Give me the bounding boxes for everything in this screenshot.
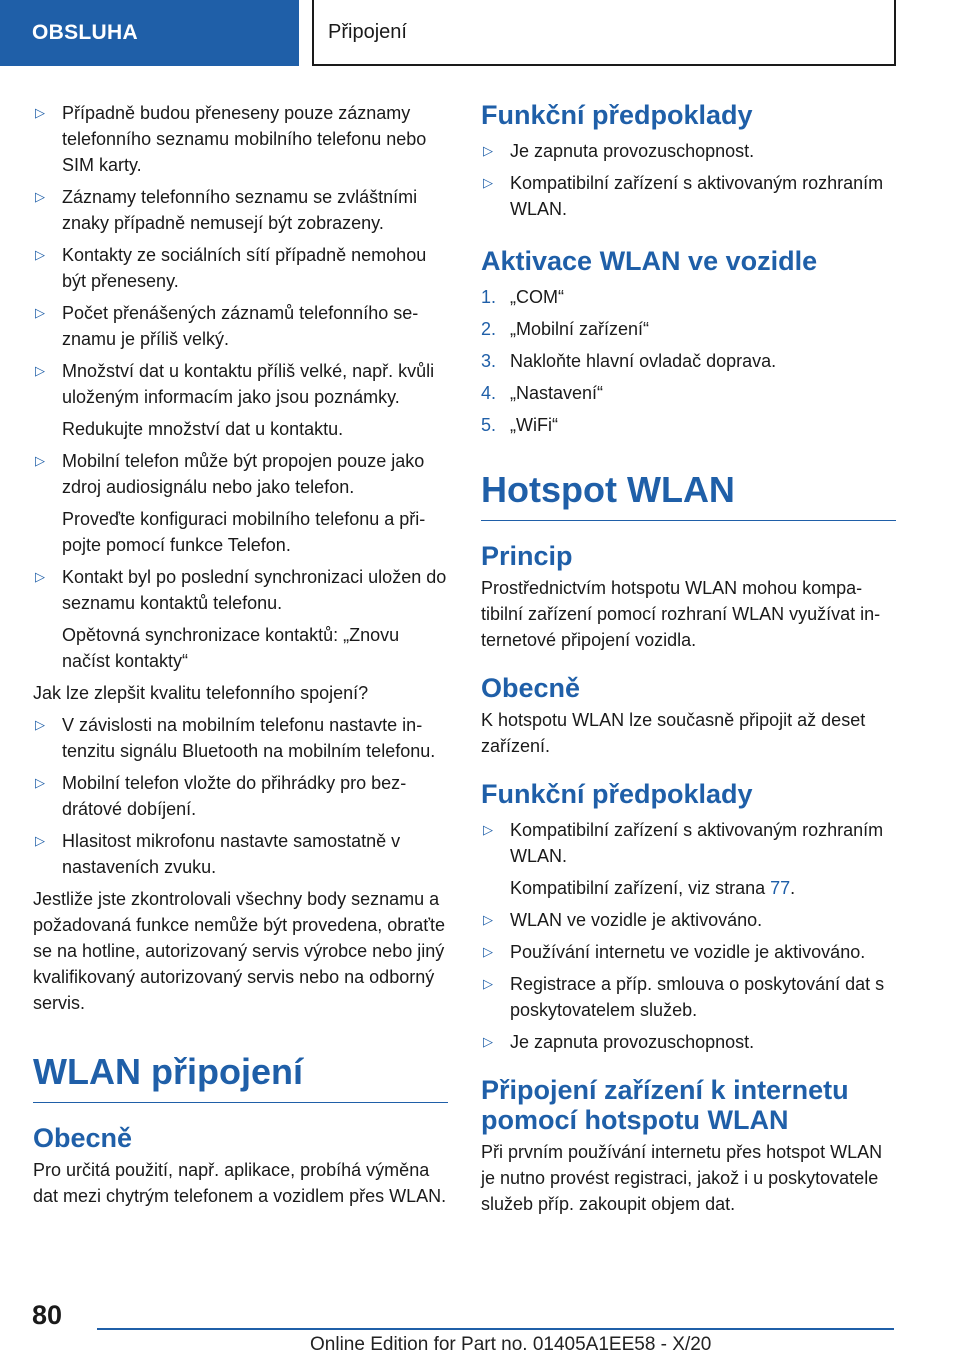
obecne-paragraph: Pro určitá použití, např. aplikace, probíhá výměna dat mezi chytrým telefonem a vozidlem přes WLAN. (33, 1160, 447, 1206)
list-item-text: Množství dat u kontaktu příliš velké, např. kvůli uloženým informacím jako jsou poznámky. (62, 361, 435, 407)
list-item: ▷ Případně budou přeneseny pouze záznamy telefonního seznamu mobilního telefonu nebo SIM karty. (33, 100, 448, 178)
connect-paragraph: Při prvním používání internetu přes hotspot WLAN je nutno provést registraci, jakož i u poskytovatele služeb příp. zakoupit objem dat. (481, 1142, 883, 1214)
list-item (33, 358, 448, 442)
list-item: ▷ Kontakty ze sociálních sítí případně nemohou být přeneseny. (33, 242, 448, 294)
list-item: ▷ Kompatibilní zařízení s aktivovaným rozhraním WLAN. (481, 170, 896, 222)
problem-list (33, 100, 448, 674)
list-item: ▷ WLAN ve vozidle je aktivováno. (481, 907, 896, 933)
list-item: ▷ Používání internetu ve vozidle je aktivováno. (481, 939, 896, 965)
step-text: „WiFi“ (510, 415, 558, 435)
list-item (33, 564, 448, 674)
list-item: ▷ Je zapnuta provozuschopnost. (481, 138, 896, 164)
quality-tips-list (33, 712, 448, 880)
list-item (481, 348, 896, 374)
step-number: 1. (481, 287, 497, 307)
question-text: Jak lze zlepšit kvalitu telefonního spojení? (33, 683, 369, 703)
list-item (481, 316, 896, 342)
obecne-heading: Obecně (33, 1123, 133, 1153)
prerequisites-heading-2: Funkční předpoklady (481, 779, 753, 809)
list-item (33, 448, 448, 558)
left-column (33, 100, 448, 1215)
page-link-77[interactable]: 77 (770, 878, 791, 898)
step-number: 3. (481, 351, 497, 371)
hotspot-heading: Hotspot WLAN (481, 470, 896, 521)
closing-paragraph: Jestliže jste zkontrolovali všechny body seznamu a požadovaná funkce nemůže být provedena, obraťte se na hotline, autorizovaný servis výrobce nebo jiný kvalifikovaný autorizovaný servis nebo na odborný servis. (33, 889, 446, 1013)
list-item: ▷ Registrace a příp. smlouva o poskytování dat s poskytovatelem služeb. (481, 971, 896, 1023)
list-item: ▷ Mobilní telefon vložte do přihrádky pro bezdrátové dobíjení. (33, 770, 448, 822)
list-item (481, 412, 896, 438)
list-item-continuation: Proveďte konfiguraci mobilního telefonu a připojte pomocí funkce Telefon. (62, 509, 426, 555)
step-number: 2. (481, 319, 497, 339)
prerequisites-heading: Funkční předpoklady (481, 100, 753, 130)
list-item (481, 817, 896, 901)
page-number: 80 (32, 1300, 63, 1330)
list-item: ▷ Hlasitost mikrofonu nastavte samostatně v nastaveních zvuku. (33, 828, 448, 880)
list-item (481, 284, 896, 310)
step-text: Nakloňte hlavní ovladač doprava. (510, 351, 777, 371)
list-item-continuation (510, 875, 896, 901)
list-item: ▷ Je zapnuta provozuschopnost. (481, 1029, 896, 1055)
prerequisites-list-2 (481, 817, 896, 1055)
general-paragraph: K hotspotu WLAN lze současně připojit až deset zařízení. (481, 710, 866, 756)
step-text: „Mobilní zařízení“ (510, 319, 650, 339)
principle-paragraph: Prostřednictvím hotspotu WLAN mohou kompatibilní zařízení pomocí rozhraní WLAN využívat internetové připojení vozidla. (481, 578, 881, 650)
list-item (481, 380, 896, 406)
list-item-continuation: Opětovná synchronizace kontaktů: „Znovu načíst kontakty“ (62, 625, 400, 671)
see-page-text: Kompatibilní zařízení, viz strana (510, 878, 771, 898)
prerequisites-list (481, 138, 896, 222)
connect-heading: Připojení zařízení k internetu pomocí hotspotu WLAN (481, 1075, 849, 1135)
sentence-end: . (790, 878, 796, 898)
list-item: ▷ Záznamy telefonního seznamu se zvláštními znaky případně nemusejí být zobrazeny. (33, 184, 448, 236)
list-item: ▷ V závislosti na mobilním telefonu nastavte intenzitu signálu Bluetooth na mobilním telefonu. (33, 712, 448, 764)
list-item-continuation: Redukujte množství dat u kontaktu. (62, 419, 344, 439)
list-item-text: Kontakt byl po poslední synchronizaci uložen do seznamu kontaktů telefonu. (62, 567, 447, 613)
step-text: „Nastavení“ (510, 383, 604, 403)
list-item-text: Kompatibilní zařízení s aktivovaným rozhraním WLAN. (510, 820, 884, 866)
step-number: 5. (481, 415, 497, 435)
step-text: „COM“ (510, 287, 564, 307)
principle-heading: Princip (481, 541, 573, 571)
activation-steps (481, 284, 896, 438)
wlan-heading: WLAN připojení (33, 1052, 448, 1103)
header-section (0, 0, 299, 66)
step-number: 4. (481, 383, 497, 403)
footer-divider (97, 1328, 894, 1330)
footer-edition: Online Edition for Part no. 01405A1EE58 - X/20 (310, 1334, 712, 1355)
list-item-text: Mobilní telefon může být propojen pouze jako zdroj audiosignálu nebo jako telefon. (62, 451, 425, 497)
list-item: ▷ Počet přenášených záznamů telefonního seznamu je příliš velký. (33, 300, 448, 352)
right-column (481, 100, 896, 1223)
header-title (312, 0, 896, 66)
general-heading: Obecně (481, 673, 581, 703)
header-section-label: OBSLUHA (32, 21, 138, 44)
activation-heading: Aktivace WLAN ve vozidle (481, 246, 818, 276)
header-title-label: Připojení (328, 20, 407, 43)
